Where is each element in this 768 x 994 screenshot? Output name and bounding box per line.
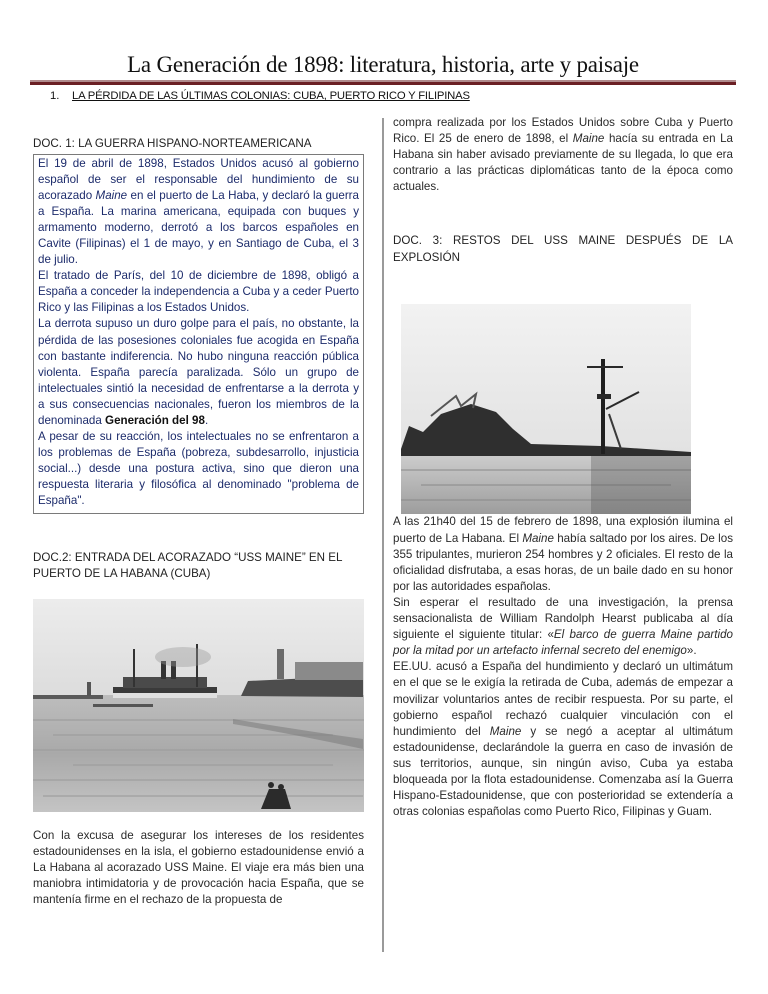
left-column	[33, 120, 364, 908]
section-title: LA PÉRDIDA DE LAS ÚLTIMAS COLONIAS: CUBA, PUERTO RICO Y FILIPINAS	[72, 90, 470, 102]
maine-entry-photo	[33, 599, 364, 812]
doc2-paragraph-1: Con la excusa de asegurar los intereses de los residentes estadounidenses en la isla, el gobierno estadounidense envió a La Habana al acorazado USS Maine. El viaje era más bien una maniobra intimidatoria y de provocación hacia España, que se mantenía firme en el rechazo de la propuesta de	[33, 828, 364, 906]
doc2-paragraph-1-continued: compra realizada por los Estados Unidos sobre Cuba y Puerto Rico. El 25 de enero de 1898, el Maine hacía su entrada en La Habana sin haber avisado previamente de su llegada, lo que era contrario a las prácticas diplomáticas tanto de la época como actuales.	[393, 116, 733, 194]
doc1-paragraph-1: El 19 de abril de 1898, Estados Unidos acusó al gobierno español de ser el responsable del hundimiento de su acorazado Maine en el puerto de La Haba, y declaró la guerra a España. La marina americana, equipada con buques y armamento moderno, derrotó a los barcos españoles en Cavite (Filipinas) el 1 de mayo, y en Santiago de Cuba, el 3 de julio.	[38, 156, 359, 267]
maine-entry-photo-illustration	[33, 599, 364, 812]
section-heading	[50, 90, 470, 102]
section-number: 1.	[50, 90, 60, 102]
page-title: La Generación de 1898: literatura, historia, arte y paisaje	[127, 52, 639, 77]
hearst-headline: El barco de guerra Maine partido por la mitad por un artefacto infernal secreto del enemigo	[393, 628, 733, 658]
doc3-paragraph-2: Sin esperar el resultado de una investigación, la prensa sensacionalista de William Randolph Hearst publicaba al día siguiente el siguiente titular: «El barco de guerra Maine partido por la mitad por un artefacto infernal secreto del enemigo».	[393, 595, 733, 658]
doc3-paragraph-1: A las 21h40 del 15 de febrero de 1898, una explosión ilumina el puerto de La Habana. El Maine había saltado por los aires. De los 355 tripulantes, murieron 254 hombres y 2 oficiales. El resto de la oficialidad disfrutaba, a esas horas, de un baile dado en su honor por las autoridades españolas.	[393, 515, 733, 593]
maine-wreck-photo	[401, 304, 691, 514]
column-divider	[382, 118, 384, 952]
generacion-98-term: Generación del 98	[105, 414, 205, 427]
doc1-paragraph-4: A pesar de su reacción, los intelectuales no se enfrentaron a los problemas de España (pobreza, subdesarrollo, injusticia social...) desde una postura activa, sino que dieron una respuesta literaria y filosófica al denominado "problema de España".	[38, 430, 359, 508]
doc3-heading: DOC. 3: RESTOS DEL USS MAINE DESPUÉS DE LA EXPLOSIÓN	[393, 234, 733, 264]
doc3-paragraph-3: EE.UU. acusó a España del hundimiento y declaró un ultimátum en el que se le exigía la retirada de Cuba, además de empezar a movilizar voluntarios antes de recibir respuesta. Por su parte, el gobierno español rechazó cualquier vinculación con el hundimiento del Maine y se negó a aceptar al ultimátum estadounidense, declarándole la guerra en caso de invasión de sus territorios, aunque, sin ningún aviso, Cuba ya estaba bloqueada por la flota estadounidense. Comenzaba así la Guerra Hispano-Estadounidense, que con posterioridad se extendería a otras colonias españolas como Puerto Rico, Filipinas y Guam.	[393, 660, 733, 819]
doc1-heading: DOC. 1: LA GUERRA HISPANO-NORTEAMERICANA	[33, 137, 312, 150]
doc1-paragraph-3: La derrota supuso un duro golpe para el país, no obstante, la pérdida de las posesiones coloniales fue acogida en España con bastante indiferencia. No hubo ninguna reacción pública violenta. España parecía paralizada. Sólo un grupo de intelectuales sintió la necesidad de enfrentarse a la derrota y a sus consecuencias nacionales, fueron los miembros de la denominada Generación del 98.	[38, 317, 359, 427]
doc1-text-box	[33, 154, 364, 514]
maine-wreck-photo-illustration	[401, 304, 691, 514]
right-column	[393, 115, 733, 820]
doc1-paragraph-2: El tratado de París, del 10 de diciembre de 1898, obligó a España a conceder la independencia a Cuba y a ceder Puerto Rico y las Filipinas a los Estados Unidos.	[38, 269, 359, 315]
doc2-heading: DOC.2: ENTRADA DEL ACORAZADO “USS MAINE” EN EL PUERTO DE LA HABANA (CUBA)	[33, 550, 343, 581]
title-rule	[30, 80, 736, 85]
